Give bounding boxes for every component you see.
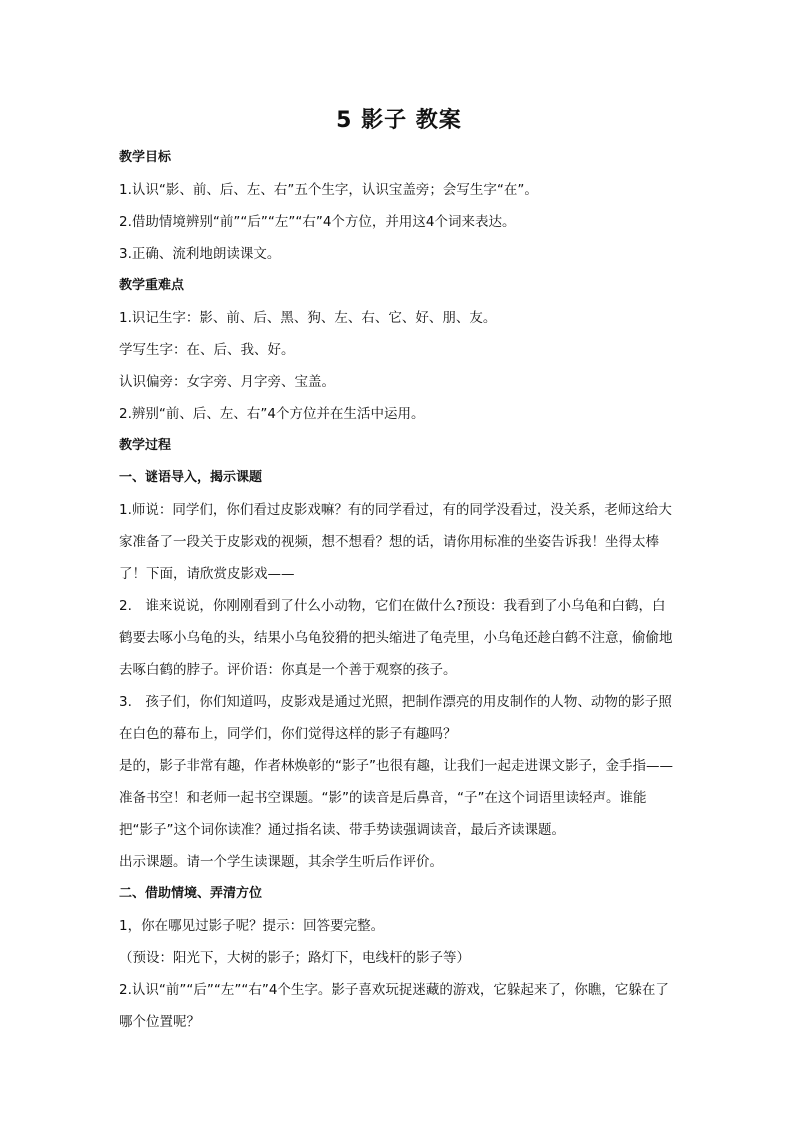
paragraph: （预设：阳光下，大树的影子；路灯下，电线杆的影子等）	[119, 950, 470, 966]
paragraph: 2. 谁来说说，你刚刚看到了什么小动物，它们在做什么?预设：我看到了小乌龟和白鹤，白鹤要去啄小乌龟的头，结果小乌龟狡猾的把头缩进了龟壳里，小乌龟还趁白鹤不注意，偷偷地去啄白鹤的脖子。评价语：你真是一个善于观察的孩子。	[119, 598, 673, 678]
section-heading-goals: 教学目标	[119, 150, 172, 165]
section-heading-process: 教学过程	[119, 438, 172, 453]
paragraph: 1.识记生字：影、前、后、黑、狗、左、右、它、好、朋、友。	[119, 310, 497, 326]
paragraph: 认识偏旁：女字旁、月字旁、宝盖。	[119, 374, 335, 390]
document-title: 5 影子 教案	[336, 108, 462, 133]
document-page	[119, 104, 679, 1044]
paragraph: 2.辨别“前、后、左、右”4个方位并在生活中运用。	[119, 406, 425, 422]
paragraph: 出示课题。请一个学生读课题，其余学生听后作评价。	[119, 854, 443, 870]
paragraph: 是的，影子非常有趣，作者林焕彰的“影子”也很有趣，让我们一起走进课文影子，金手指——准备书空！和老师一起书空课题。“影”的读音是后鼻音，“子”在这个词语里读轻声。谁能把“影子”这个词你读准？通过指名读、带手势读强调读音，最后齐读课题。	[119, 758, 673, 838]
paragraph: 1.师说：同学们，你们看过皮影戏嘛？有的同学看过，有的同学没看过，没关系，老师这给大家准备了一段关于皮影戏的视频，想不想看？想的话，请你用标准的坐姿告诉我！坐得太棒了！下面，请欣赏皮影戏——	[119, 502, 672, 582]
paragraph: 1，你在哪见过影子呢？提示：回答要完整。	[119, 918, 385, 934]
paragraph: 3.正确、流利地朗读课文。	[119, 246, 281, 262]
paragraph: 2.认识“前”“后”“左”“右”4个生字。影子喜欢玩捉迷藏的游戏，它躲起来了，你瞧，它躲在了哪个位置呢？	[119, 982, 669, 1030]
paragraph: 学写生字：在、后、我、好。	[119, 342, 295, 358]
subsection-heading-2: 二、借助情境、弄清方位	[119, 886, 263, 901]
section-heading-key-points: 教学重难点	[119, 278, 185, 293]
paragraph: 3. 孩子们，你们知道吗，皮影戏是通过光照，把制作漂亮的用皮制作的人物、动物的影子照在白色的幕布上，同学们，你们觉得这样的影子有趣吗？	[119, 694, 672, 742]
subsection-heading-1: 一、谜语导入，揭示课题	[119, 470, 263, 485]
paragraph: 2.借助情境辨别“前”“后”“左”“右”4个方位，并用这4个词来表达。	[119, 214, 516, 230]
paragraph: 1.认识“影、前、后、左、右”五个生字，认识宝盖旁；会写生字“在”。	[119, 182, 538, 198]
